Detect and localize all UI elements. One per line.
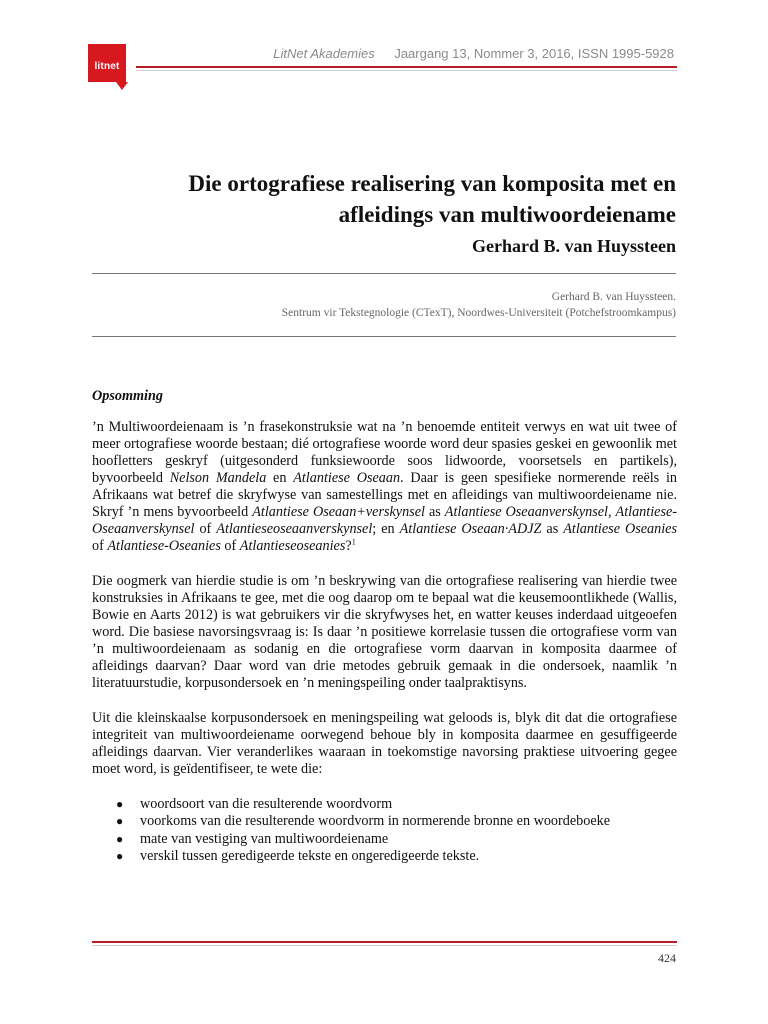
list-item-text: woordsoort van die resulterende woordvorm [140,796,393,812]
text-run: as [424,504,445,520]
issue-info: Jaargang 13, Nommer 3, 2016, ISSN 1995-5928 [394,46,674,61]
example-term: Atlantiese Oseanies [563,521,678,537]
text-run: as [541,521,564,537]
title-line-2: afleidings van multiwoordeiename [338,202,676,227]
litnet-logo [88,44,126,82]
title-line-1: Die ortografiese realisering van komposita met en [188,171,676,196]
header-rule [136,66,677,68]
example-term: Atlantiese Oseaan·ADJZ [399,521,542,537]
bullet-icon: ● [116,797,124,811]
list-item [92,848,677,865]
abstract-paragraph-2: Die oogmerk van hierdie studie is om ’n beskrywing van die ortografiese realisering van hierdie twee konstruksies in Afrikaans te gee, met die oog daarop om te bepaal wat die keusemoontlikhede (Wallis, Bowie en Aarts 2012) is wat gebruikers vir die skryfwyses het, en watter keuses inderdaad uitgeoefen word. Die basiese navorsingsvraag is: Is daar ’n positiewe korrelasie tussen die ortografiese vorm van ’n multiwoordeienaam as sodanig en die ortografiese vorm daarvan in komposita daarmee of afleidings daarvan? Daar word van drie metodes gebruik gemaak in die ondersoek, naamlik ’n literatuurstudie, korpusondersoek en ’n meningspeiling onder taalpraktisyns. [92,573,677,691]
example-term: Nelson Mandela [169,470,267,486]
affiliation-institution: Sentrum vir Tekstegnologie (CTexT), Noordwes-Universiteit (Potchefstroomkampus) [281,307,676,319]
text-run: , [607,504,616,520]
list-item [92,831,677,848]
page-number: 424 [658,951,676,965]
text-run: of [220,538,240,554]
footer-rule-shadow [92,945,677,946]
author-name: Gerhard B. van Huyssteen [471,236,676,256]
text-run: en [266,470,294,486]
example-term: Atlantiese Oseaan+verskynsel [252,504,425,520]
text-run: ’n Multiwoordeienaam is ’n frasekonstruksie wat na ’n benoemde entiteit verwys en wat uit twee of meer ortografiese woorde bestaan; dié ortografiese woorde word deur spasies geskei en gewoonlik met hoofletters geskryf (uitgesonderd funksiewoorde soos lidwoorde, voorsetsels en partikels), byvoorbeeld [92,419,677,486]
title-divider [92,273,676,274]
bullet-icon: ● [116,831,124,846]
example-term: Atlantiese-Oseanies [107,538,221,554]
affiliation-name: Gerhard B. van Huyssteen. [551,291,676,303]
abstract-heading: Opsomming [92,388,163,404]
logo-speech-tail [116,82,128,90]
abstract-paragraph-1 [92,419,677,555]
running-header [273,46,674,61]
bullet-icon: ● [116,849,124,864]
footer-rule [92,941,677,943]
variables-list [92,796,677,866]
affiliation-divider [92,336,676,337]
affiliation [282,289,676,321]
abstract-section [92,388,677,866]
text-run: . Daar is geen spesifieke normerende reëls in Afrikaans wat betref die skryfwyse van samestellings met en afleidings van multiwoordeiename nie. Skryf ’n mens byvoorbeeld [92,470,677,520]
example-term: Atlantieseoseaanverskynsel [216,521,373,537]
list-item-text: verskil tussen geredigeerde tekste en ongeredigeerde tekste. [140,848,480,865]
example-term: Atlantiese-Oseaanverskynsel [92,504,677,537]
footnote-marker[interactable]: 1 [351,537,356,547]
text-run: ? [345,538,352,554]
list-item-text: mate van vestiging van multiwoordeiename [140,830,389,847]
list-item [92,813,677,830]
example-term: Atlantiese Oseaanverskynsel [444,504,608,520]
text-run: ; en [372,521,400,537]
text-run: of [194,521,217,537]
abstract-paragraph-3: Uit die kleinskaalse korpusondersoek en meningspeiling wat geloods is, blyk dit dat die ortografiese integriteit van multiwoordeiename oorwegend behoue bly in komposita daarmee en gesuffigeerde afleidings daarvan. Vier veranderlikes waaraan in toekomstige navorsing praktiese uitvoering gegee moet word, is geïdentifiseer, te wete die: [92,710,677,777]
example-term: Atlantiese Oseaan [293,470,401,486]
text-run: of [92,538,108,554]
list-item-text: voorkoms van die resulterende woordvorm in normerende bronne en woordeboeke [140,813,611,830]
logo-text: litnet [94,61,120,72]
header-rule-shadow [136,70,677,71]
list-item [92,796,677,813]
example-term: Atlantieseoseanies [239,538,346,554]
journal-name: LitNet Akademies [273,46,375,61]
paper-title [92,168,676,230]
bullet-icon: ● [116,814,124,829]
